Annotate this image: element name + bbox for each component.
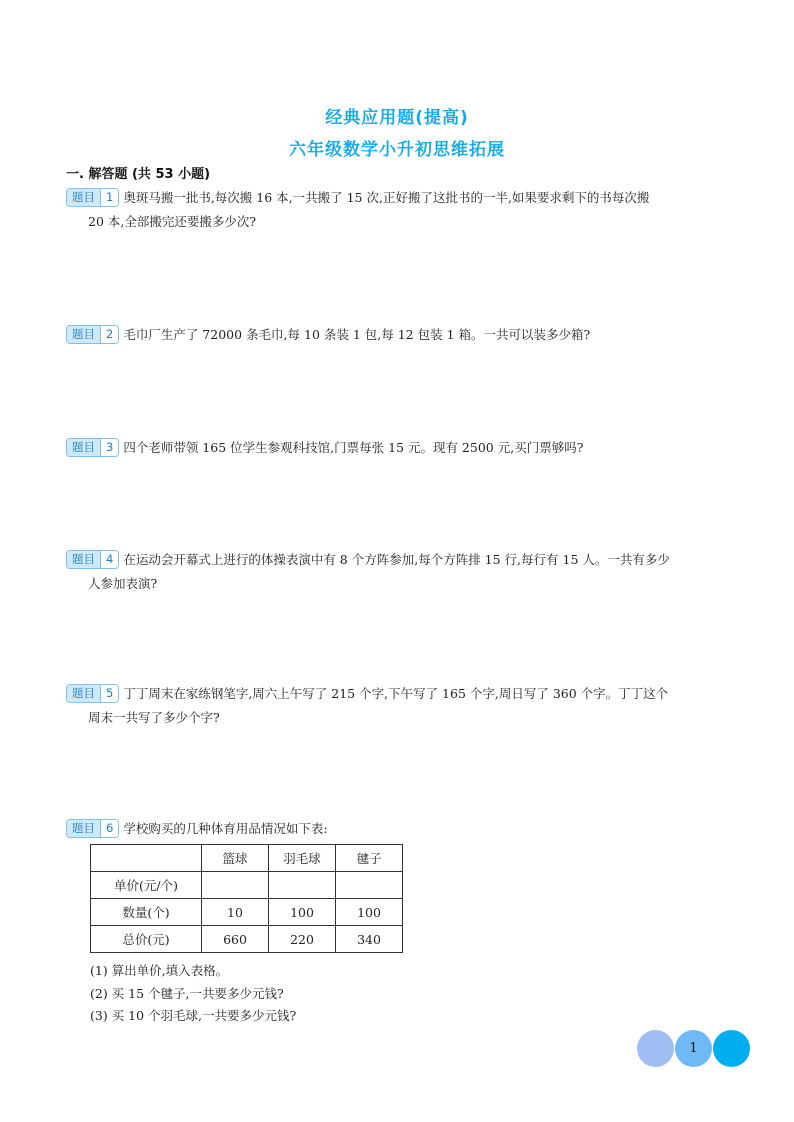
question-tag: [66, 819, 119, 838]
question-4: [66, 548, 728, 596]
table-cell: 10: [202, 899, 269, 926]
question-text-continued: 20 本,全部搬完还要搬多少次?: [88, 214, 257, 229]
table-cell: 100: [336, 899, 403, 926]
question-number: 6: [100, 820, 118, 837]
table-row-label: 数量(个): [91, 899, 202, 926]
sub-question-3: (3) 买 10 个羽毛球,一共要多少元钱?: [90, 1008, 297, 1023]
table-row-label: 总价(元): [91, 926, 202, 953]
table-header-row: [91, 845, 403, 872]
question-text-continued: 周末一共写了多少个字?: [88, 710, 220, 725]
table-row: [91, 899, 403, 926]
page-number: 1: [689, 1041, 698, 1056]
table-cell: 100: [269, 899, 336, 926]
question-number: 4: [100, 551, 118, 568]
question-text: 丁丁周末在家练钢笔字,周六上午写了 215 个字,下午写了 165 个字,周日写了 360 个字。丁丁这个: [123, 686, 669, 701]
question-tag-label: 题目: [67, 820, 100, 837]
table-header-cell: 篮球: [202, 845, 269, 872]
question-tag: [66, 438, 119, 457]
question-tag-label: 题目: [67, 685, 100, 702]
question-tag-label: 题目: [67, 189, 100, 206]
question-1: [66, 186, 728, 234]
page-decoration-circle: [713, 1030, 750, 1067]
table-cell: 220: [269, 926, 336, 953]
sports-supplies-table: [90, 844, 403, 953]
question-6: [66, 817, 728, 841]
table-row: [91, 872, 403, 899]
question-tag: [66, 550, 119, 569]
section-heading: 一. 解答题 (共 53 小题): [66, 167, 211, 182]
table-cell: [336, 872, 403, 899]
table-header-cell: 羽毛球: [269, 845, 336, 872]
document-subtitle: 六年级数学小升初思维拓展: [289, 140, 505, 160]
question-tag: [66, 325, 119, 344]
question-tag: [66, 684, 119, 703]
question-2: [66, 323, 728, 347]
sub-question-2: (2) 买 15 个毽子,一共要多少元钱?: [90, 986, 284, 1001]
question-tag: [66, 188, 119, 207]
table-cell: [269, 872, 336, 899]
question-5: [66, 682, 728, 730]
sub-question-1: (1) 算出单价,填入表格。: [90, 963, 229, 978]
table-header-cell: 毽子: [336, 845, 403, 872]
question-text: 学校购买的几种体育用品情况如下表:: [123, 821, 328, 836]
question-number: 2: [100, 326, 118, 343]
table-cell: 660: [202, 926, 269, 953]
table-header-cell: [91, 845, 202, 872]
table-cell: [202, 872, 269, 899]
question-text-continued: 人参加表演?: [88, 576, 158, 591]
question-text: 四个老师带领 165 位学生参观科技馆,门票每张 15 元。现有 2500 元,买门票够吗?: [123, 440, 584, 455]
question-text: 毛巾厂生产了 72000 条毛巾,每 10 条装 1 包,每 12 包装 1 箱。一共可以装多少箱?: [123, 327, 591, 342]
table-cell: 340: [336, 926, 403, 953]
question-number: 5: [100, 685, 118, 702]
question-number: 1: [100, 189, 118, 206]
page-decoration-circle: [637, 1030, 674, 1067]
question-text: 奥斑马搬一批书,每次搬 16 本,一共搬了 15 次,正好搬了这批书的一半,如果要求剩下的书每次搬: [123, 190, 650, 205]
question-text: 在运动会开幕式上进行的体操表演中有 8 个方阵参加,每个方阵排 15 行,每行有 15 人。一共有多少: [123, 552, 670, 567]
question-number: 3: [100, 439, 118, 456]
question-tag-label: 题目: [67, 326, 100, 343]
document-title: 经典应用题(提高): [325, 108, 469, 128]
table-row-label: 单价(元/个): [91, 872, 202, 899]
question-tag-label: 题目: [67, 439, 100, 456]
table-row: [91, 926, 403, 953]
question-tag-label: 题目: [67, 551, 100, 568]
question-3: [66, 436, 728, 460]
